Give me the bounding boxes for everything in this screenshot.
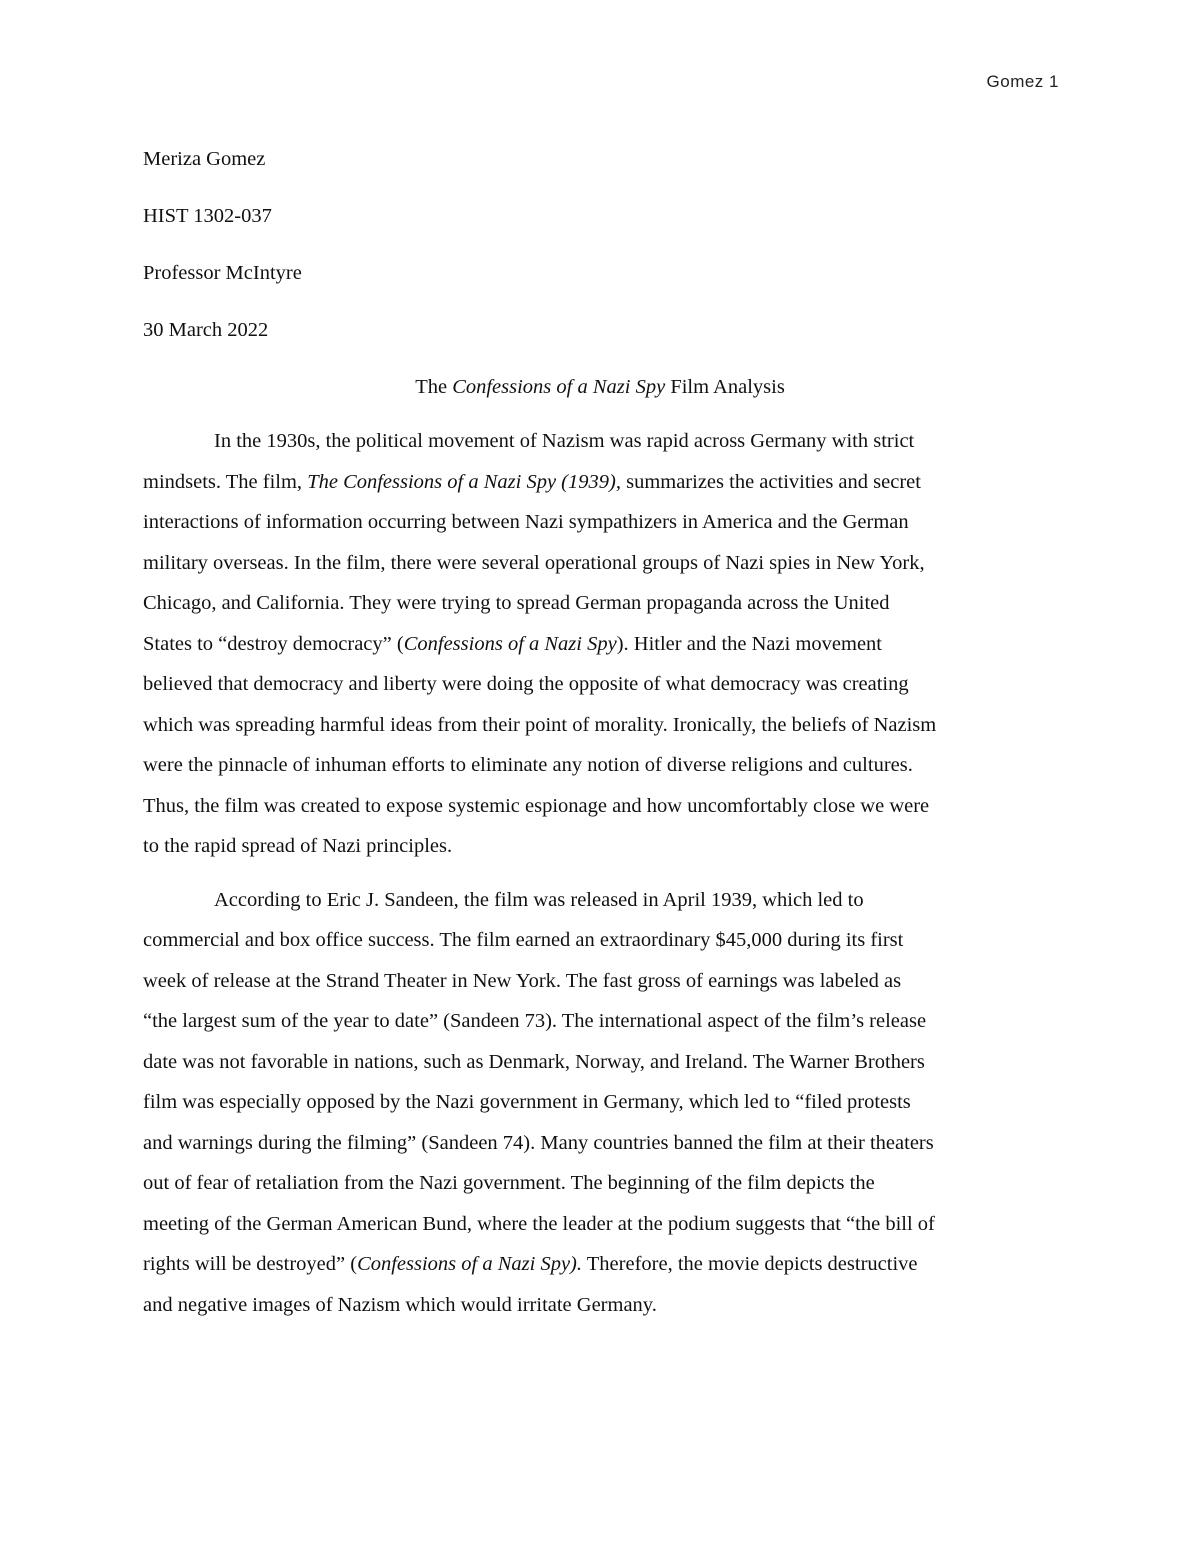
paragraph-line: believed that democracy and liberty were doing the opposite of what democracy was creating	[143, 673, 909, 695]
paragraph-line: Thus, the film was created to expose systemic espionage and how uncomfortably close we were	[143, 794, 930, 817]
paragraph-line: According to Eric J. Sandeen, the film was released in April 1939, which led to	[214, 888, 864, 911]
text-run: mindsets. The film,	[143, 470, 303, 493]
paragraph-line: date was not favorable in nations, such as Denmark, Norway, and Ireland. The Warner Brothers	[143, 1050, 925, 1073]
text-run: rights will be destroyed” (	[143, 1253, 358, 1275]
text-run: Therefore, the movie depicts destructive	[586, 1253, 918, 1275]
paragraph-line	[143, 1244, 1057, 1285]
paragraph-line	[143, 624, 1057, 665]
paragraph-line: commercial and box office success. The film earned an extraordinary $45,000 during its first	[143, 929, 904, 951]
text-run: summarizes the activities and secret	[626, 470, 921, 493]
paragraph-spacing	[143, 867, 1057, 880]
course-code: HIST 1302-037	[143, 205, 272, 227]
paragraph-line: “the largest sum of the year to date” (Sandeen 73). The international aspect of the film’s release	[143, 1010, 927, 1032]
film-title-italic: Confessions of a Nazi Spy	[403, 632, 617, 655]
student-name: Meriza Gomez	[143, 148, 266, 170]
paragraph-2	[143, 880, 1057, 1326]
paragraph-line: and warnings during the filming” (Sandeen 74). Many countries banned the film at their theaters	[143, 1131, 934, 1154]
paragraph-line	[143, 462, 1057, 503]
paragraph-line: week of release at the Strand Theater in New York. The fast gross of earnings was labeled as	[143, 969, 902, 992]
essay-title	[143, 367, 1057, 421]
paragraph-line: meeting of the German American Bund, where the leader at the podium suggests that “the bill of	[143, 1212, 935, 1235]
essay-body	[143, 139, 1057, 1325]
essay-date: 30 March 2022	[143, 319, 269, 341]
title-film-name: Confessions of a Nazi Spy	[452, 376, 666, 398]
title-prefix: The	[415, 376, 448, 398]
title-suffix: Film Analysis	[670, 376, 785, 398]
text-run: States to “destroy democracy” (	[143, 632, 404, 655]
professor-name: Professor McIntyre	[143, 262, 302, 284]
paragraph-line: Chicago, and California. They were trying to spread German propaganda across the United	[143, 592, 890, 614]
paragraph-line: In the 1930s, the political movement of Nazism was rapid across Germany with strict	[214, 430, 915, 452]
paragraph-1	[143, 421, 1057, 867]
paragraph-line: were the pinnacle of inhuman efforts to eliminate any notion of diverse religions and cultures.	[143, 754, 913, 776]
paragraph-line: to the rapid spread of Nazi principles.	[143, 835, 453, 857]
text-run: ). Hitler and the Nazi movement	[616, 632, 882, 655]
paragraph-line: which was spreading harmful ideas from their point of morality. Ironically, the beliefs of Nazism	[143, 713, 937, 736]
paragraph-line: interactions of information occurring between Nazi sympathizers in America and the German	[143, 511, 909, 533]
paragraph-line: military overseas. In the film, there were several operational groups of Nazi spies in New York,	[143, 551, 925, 574]
paragraph-line: out of fear of retaliation from the Nazi government. The beginning of the film depicts the	[143, 1172, 875, 1194]
running-head: Gomez 1	[986, 72, 1059, 91]
film-title-italic: Confessions of a Nazi Spy).	[357, 1253, 583, 1275]
paragraph-line: and negative images of Nazism which would irritate Germany.	[143, 1293, 657, 1316]
paragraph-line: film was especially opposed by the Nazi government in Germany, which led to “filed protests	[143, 1091, 911, 1113]
film-title-italic: The Confessions of a Nazi Spy (1939),	[307, 470, 621, 493]
